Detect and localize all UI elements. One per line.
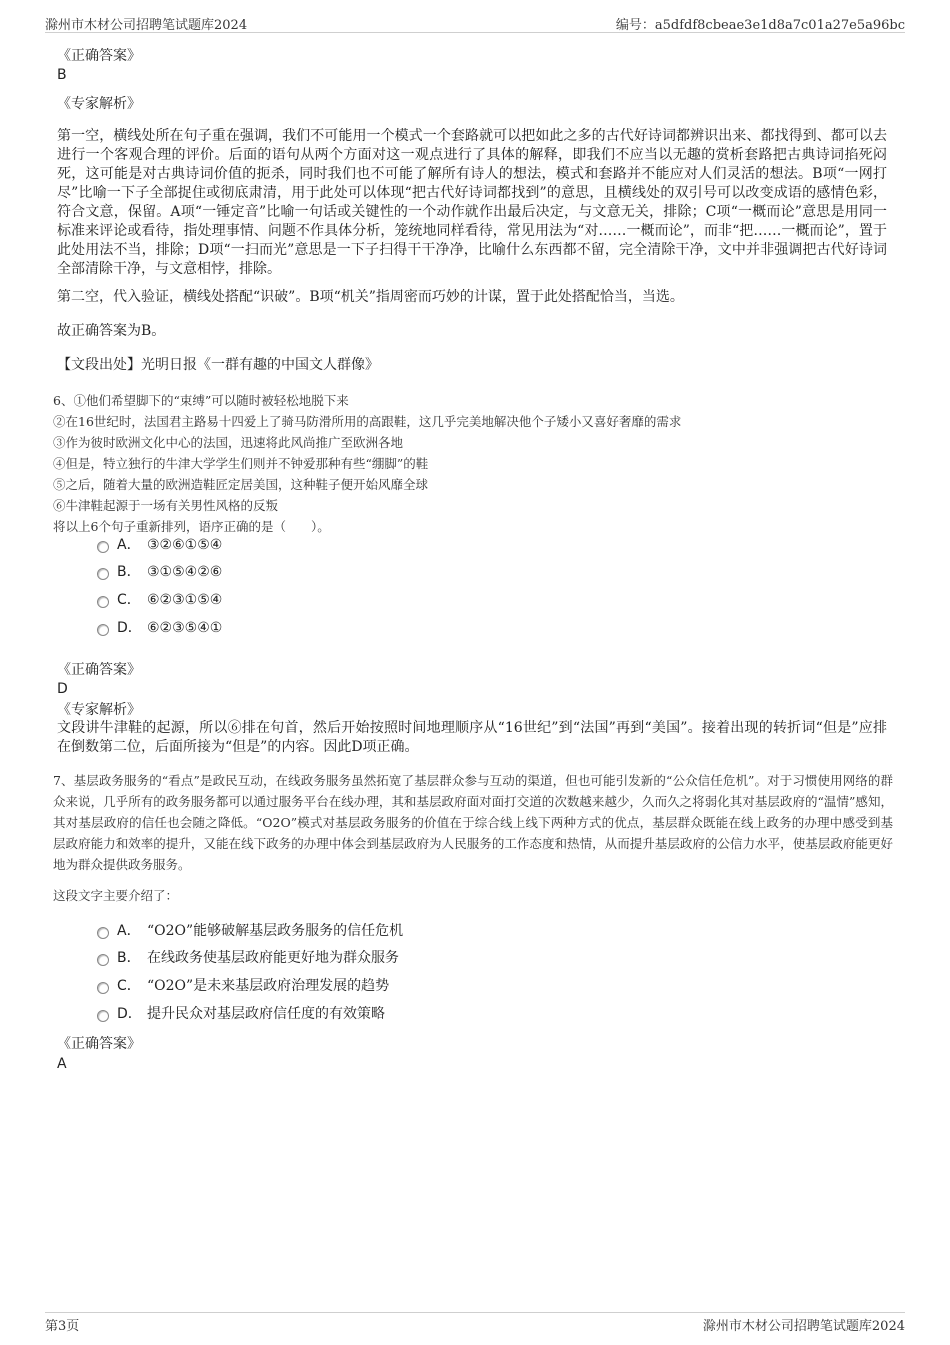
q6-option-c[interactable]: C． ⑥②③①⑤④ — [97, 589, 222, 611]
q5-source: 【文段出处】光明日报《一群有趣的中国文人群像》 — [57, 357, 379, 373]
header-title: 滁州市木材公司招聘笔试题库2024 — [45, 18, 248, 33]
q5-answer-label: 《正确答案》 — [57, 48, 141, 64]
radio-icon[interactable] — [97, 982, 109, 994]
page-number: 第3页 — [45, 1319, 80, 1334]
q5-analysis-p1: 第一空，横线处所在句子重在强调，我们不可能用一个模式一个套路就可以把如此之多的古代好诗词都辨识出来、都找得到、都可以去进行一个客观合理的评价。后面的语句从两个方面对这一观点进行了具体的解释，即我们不应当以无趣的赏析套路把古典诗词掐死闷死，这可能是对古典诗词价值的扼杀，同时我们也不可能了解所有诗人的想法，模式和套路并不能应对人们灵活的想法。B项“一网打尽”比喻一下子全部捉住或彻底肃清，用于此处可以体现“把古代好诗词都找到”的意思，且横线处的双引号可以改变成语的感情色彩，符合文意，保留。A项“一锤定音”比喻一句话或关键性的一个动作就作出最后决定，与文意无关，排除；C项“一概而论”意思是用同一标准来评论或看待，指处理事情、问题不作具体分析，笼统地同样看待，常见用法为“对……一概而论”，而非“把……一概而论”，置于此处用法不当，排除；D项“一扫而光”意思是一下子扫得干干净净，比喻什么东西都不留，完全清除干净，文中并非强调把古代好诗词全部清除干净，与文意相悖，排除。 — [57, 128, 887, 277]
q6-stem — [53, 390, 883, 537]
q5-analysis-p3: 故正确答案为B。 — [57, 323, 166, 339]
q7-option-c[interactable]: C． “O2O”是未来基层政府治理发展的趋势 — [97, 975, 389, 997]
q6-answer: D — [57, 681, 68, 697]
footer-title: 滁州市木材公司招聘笔试题库2024 — [702, 1319, 905, 1334]
q6-option-a[interactable]: A． ③②⑥①⑤④ — [97, 534, 222, 556]
q5-analysis-label: 《专家解析》 — [57, 96, 141, 112]
radio-icon[interactable] — [97, 954, 109, 966]
q7-option-a[interactable]: A． “O2O”能够破解基层政务服务的信任危机 — [97, 920, 403, 942]
q6-analysis-label: 《专家解析》 — [57, 702, 141, 718]
header-serial: 编号：a5dfdf8cbeae3e1d8a7c01a27e5a96bc — [615, 18, 905, 33]
q6-line: 6、①他们希望脚下的“束缚”可以随时被轻松地脱下来 — [53, 393, 349, 408]
page-header — [45, 14, 905, 33]
q7-answer: A — [57, 1056, 67, 1072]
q6-option-d[interactable]: D． ⑥②③⑤④① — [97, 617, 222, 639]
q7-question: 这段文字主要介绍了： — [53, 888, 179, 903]
radio-icon[interactable] — [97, 541, 109, 553]
q6-line: ②在16世纪时，法国君主路易十四爱上了骑马防滑所用的高跟鞋，这几乎完美地解决他个子矮小又喜好奢靡的需求 — [53, 414, 682, 429]
q6-analysis: 文段讲牛津鞋的起源，所以⑥排在句首，然后开始按照时间地理顺序从“16世纪”到“法国”再到“美国”。接着出现的转折词“但是”应排在倒数第二位，后面所接为“但是”的内容。因此D项正确。 — [57, 720, 887, 755]
q6-line: ⑤之后，随着大量的欧洲造鞋匠定居美国，这种鞋子便开始风靡全球 — [53, 477, 429, 492]
q7-stem: 7、基层政务服务的“看点”是政民互动，在线政务服务虽然拓宽了基层群众参与互动的渠道，但也可能引发新的“公众信任危机”。对于习惯使用网络的群众来说，几乎所有的政务服务都可以通过服务平台在线办理，其和基层政府面对面打交道的次数越来越少，久而久之将弱化其对基层政府的“温情”感知，其对基层政府的信任也会随之降低。“O2O”模式对基层政务服务的价值在于综合线上线下两种方式的优点，基层群众既能在线上政务的办理中感受到基层政府能力和效率的提升，又能在线下政务的办理中体会到基层政府为人民服务的工作态度和热情，从而提升基层政府的公信力水平，使基层政府能更好地为群众提供政务服务。 — [53, 773, 893, 872]
q5-answer: B — [57, 67, 67, 83]
q5-analysis-p2: 第二空，代入验证，横线处搭配“识破”。B项“机关”指周密而巧妙的计谋，置于此处搭配恰当，当选。 — [57, 289, 684, 305]
q6-option-b[interactable]: B． ③①⑤④②⑥ — [97, 561, 222, 583]
page-footer — [45, 1312, 905, 1335]
radio-icon[interactable] — [97, 1010, 109, 1022]
q6-answer-label: 《正确答案》 — [57, 662, 141, 678]
radio-icon[interactable] — [97, 596, 109, 608]
q6-question: 将以上6个句子重新排列，语序正确的是（ ）。 — [53, 519, 330, 534]
radio-icon[interactable] — [97, 624, 109, 636]
q6-line: ④但是，特立独行的牛津大学学生们则并不钟爱那种有些“绷脚”的鞋 — [53, 456, 429, 471]
q7-option-d[interactable]: D． 提升民众对基层政府信任度的有效策略 — [97, 1003, 385, 1025]
radio-icon[interactable] — [97, 927, 109, 939]
q6-line: ⑥牛津鞋起源于一场有关男性风格的反叛 — [53, 498, 279, 513]
q7-option-b[interactable]: B． 在线政务使基层政府能更好地为群众服务 — [97, 947, 399, 969]
radio-icon[interactable] — [97, 568, 109, 580]
q6-line: ③作为彼时欧洲文化中心的法国，迅速将此风尚推广至欧洲各地 — [53, 435, 404, 450]
q7-answer-label: 《正确答案》 — [57, 1036, 141, 1052]
